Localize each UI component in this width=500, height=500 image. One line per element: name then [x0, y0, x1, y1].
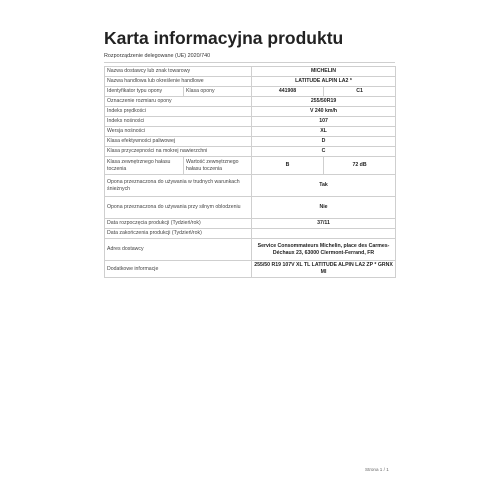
- fuel-efficiency-label: Klasa efektywności paliwowej: [105, 137, 252, 147]
- severe-snow-label: Opona przeznaczona do używania w trudnych warunkach śnieżnych: [105, 175, 252, 197]
- table-row: [105, 77, 396, 87]
- trade-name-label: Nazwa handlowa lub określenie handlowe: [105, 77, 252, 87]
- table-row: [105, 239, 396, 261]
- type-id-label: Identyfikator typu opony: [105, 87, 184, 97]
- tyre-class-label: Klasa opony: [184, 87, 252, 97]
- tyre-class-value: C1: [324, 87, 396, 97]
- speed-index-value: V 240 km/h: [252, 107, 396, 117]
- load-index-value: 107: [252, 117, 396, 127]
- production-end-value: [252, 229, 396, 239]
- table-row: [105, 127, 396, 137]
- divider: [104, 62, 395, 63]
- table-row: [105, 147, 396, 157]
- wet-grip-label: Klasa przyczepności na mokrej nawierzchni: [105, 147, 252, 157]
- noise-class-value: B: [252, 157, 324, 175]
- noise-class-label: Klasa zewnętrznego hałasu toczenia: [105, 157, 184, 175]
- trade-name-value: LATITUDE ALPIN LA2 *: [252, 77, 396, 87]
- product-table: [104, 66, 396, 278]
- type-id-value: 441908: [252, 87, 324, 97]
- ice-grip-label: Opona przeznaczona do używania przy silnym oblodzeniu: [105, 197, 252, 219]
- regulation-subtitle: Rozporządzenie delegowane (UE) 2020/740: [104, 53, 211, 59]
- production-end-label: Data zakończenia produkcji (Tydzień/rok): [105, 229, 252, 239]
- production-start-value: 37/11: [252, 219, 396, 229]
- table-row: [105, 97, 396, 107]
- product-information-sheet: [104, 27, 395, 278]
- table-row: [105, 219, 396, 229]
- table-row: [105, 87, 396, 97]
- wet-grip-value: C: [252, 147, 396, 157]
- table-row: [105, 229, 396, 239]
- ice-grip-value: Nie: [252, 197, 396, 219]
- size-value: 255/50R19: [252, 97, 396, 107]
- table-row: [105, 157, 396, 175]
- load-index-label: Indeks nośności: [105, 117, 252, 127]
- table-row: [105, 175, 396, 197]
- table-row: [105, 137, 396, 147]
- table-row: [105, 107, 396, 117]
- page-number: Strona 1 / 1: [365, 467, 389, 472]
- severe-snow-value: Tak: [252, 175, 396, 197]
- production-start-label: Data rozpoczęcia produkcji (Tydzień/rok): [105, 219, 252, 229]
- load-version-label: Wersja nośności: [105, 127, 252, 137]
- size-label: Oznaczenie rozmiaru opony: [105, 97, 252, 107]
- table-row: [105, 261, 396, 278]
- noise-value-value: 72 dB: [324, 157, 396, 175]
- table-row: [105, 67, 396, 77]
- supplier-address-value: Service Consommateurs Michelin, place des Carmes-Déchaux 23, 63000 Clermont-Ferrand, FR: [252, 239, 396, 261]
- table-row: [105, 117, 396, 127]
- noise-value-label: Wartość zewnętrznego hałasu toczenia: [184, 157, 252, 175]
- supplier-value: MICHELIN: [252, 67, 396, 77]
- supplier-address-label: Adres dostawcy: [105, 239, 252, 261]
- additional-info-label: Dodatkowe informacje: [105, 261, 252, 278]
- supplier-label: Nazwa dostawcy lub znak towarowy: [105, 67, 252, 77]
- table-row: [105, 197, 396, 219]
- additional-info-value: 255/50 R19 107V XL TL LATITUDE ALPIN LA2 ZP * GRNX MI: [252, 261, 396, 278]
- page-title: Karta informacyjna produktu: [104, 28, 344, 48]
- speed-index-label: Indeks prędkości: [105, 107, 252, 117]
- load-version-value: XL: [252, 127, 396, 137]
- fuel-efficiency-value: D: [252, 137, 396, 147]
